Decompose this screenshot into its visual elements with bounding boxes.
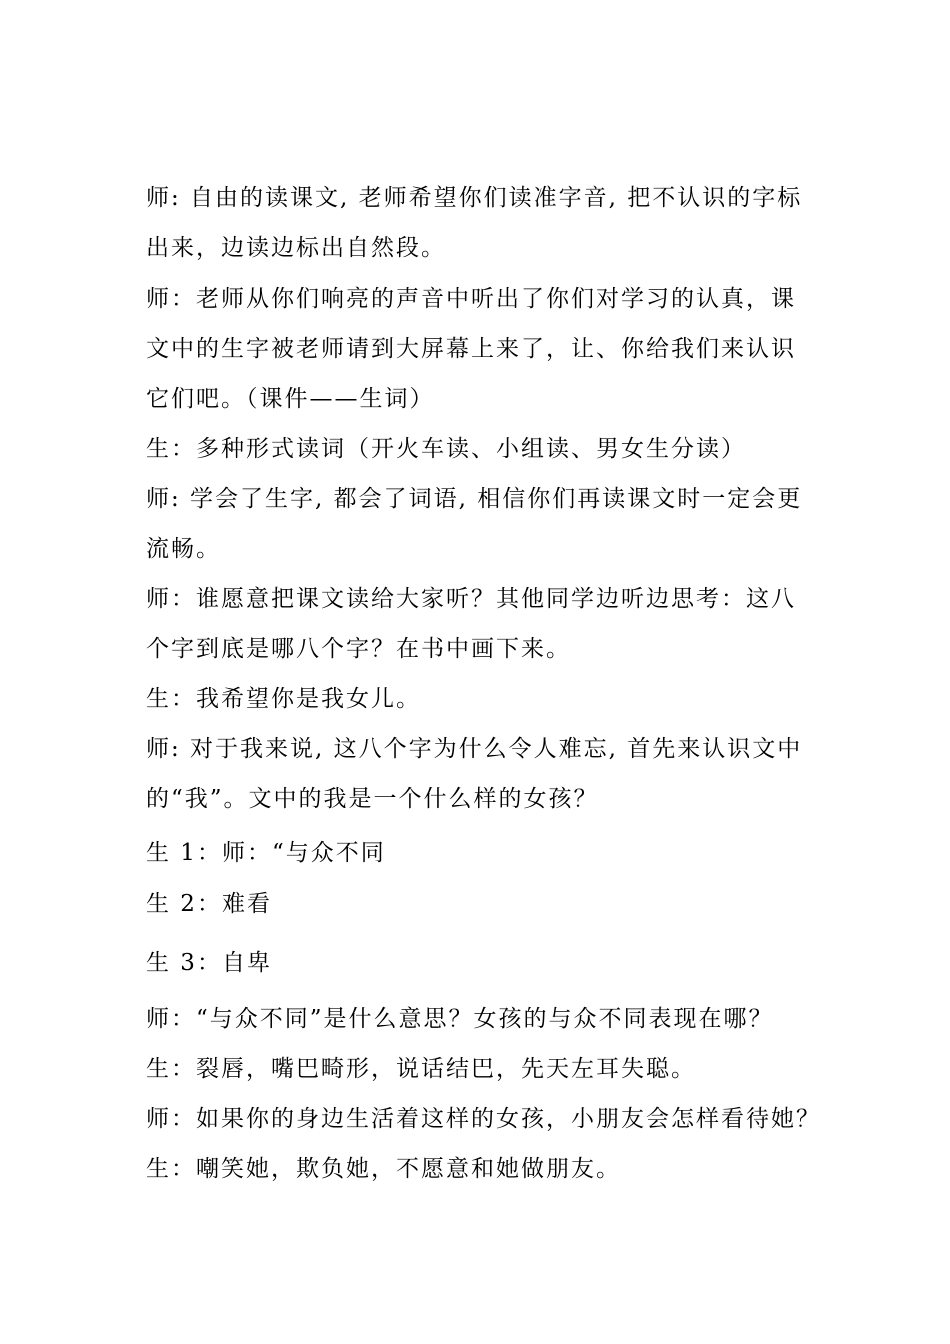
text-line: 生：嘲笑她，欺负她，不愿意和她做朋友。 [146,1156,621,1182]
text-line: 生：我希望你是我女儿。 [146,686,421,712]
text-line: 流畅。 [146,536,221,562]
text-line: 生 3：自卑 [146,950,272,976]
text-line: 师: 自由的读课文, 老师希望你们读准字音, 把不认识的字标 [146,185,803,211]
text-line: 出来，边读边标出自然段。 [146,235,446,261]
text-line: 生：多种形式读词（开火车读、小组读、男女生分读） [146,436,746,462]
text-line: 师: 学会了生字, 都会了词语, 相信你们再读课文时一定会更 [146,486,803,512]
text-line: 师：“与众不同”是什么意思？女孩的与众不同表现在哪？ [146,1006,774,1032]
text-line: 生 1：师：“与众不同 [146,840,386,866]
text-line: 它们吧。（课件——生词） [146,386,435,412]
text-line: 师：老师从你们响亮的声音中听出了你们对学习的认真，课 [146,286,796,312]
text-line: 生 2：难看 [146,891,272,917]
text-line: 个字到底是哪八个字？在书中画下来。 [146,636,571,662]
text-line: 文中的生字被老师请到大屏幕上来了，让、你给我们来认识 [146,336,796,362]
text-line: 师：如果你的身边生活着这样的女孩，小朋友会怎样看待她？ [146,1106,821,1132]
text-line: 生：裂唇，嘴巴畸形，说话结巴，先天左耳失聪。 [146,1056,696,1082]
text-line: 的“我”。文中的我是一个什么样的女孩？ [146,786,599,812]
text-line: 师：谁愿意把课文读给大家听？其他同学边听边思考：这八 [146,586,796,612]
text-line: 师: 对于我来说, 这八个字为什么令人难忘, 首先来认识文中 [146,736,803,762]
